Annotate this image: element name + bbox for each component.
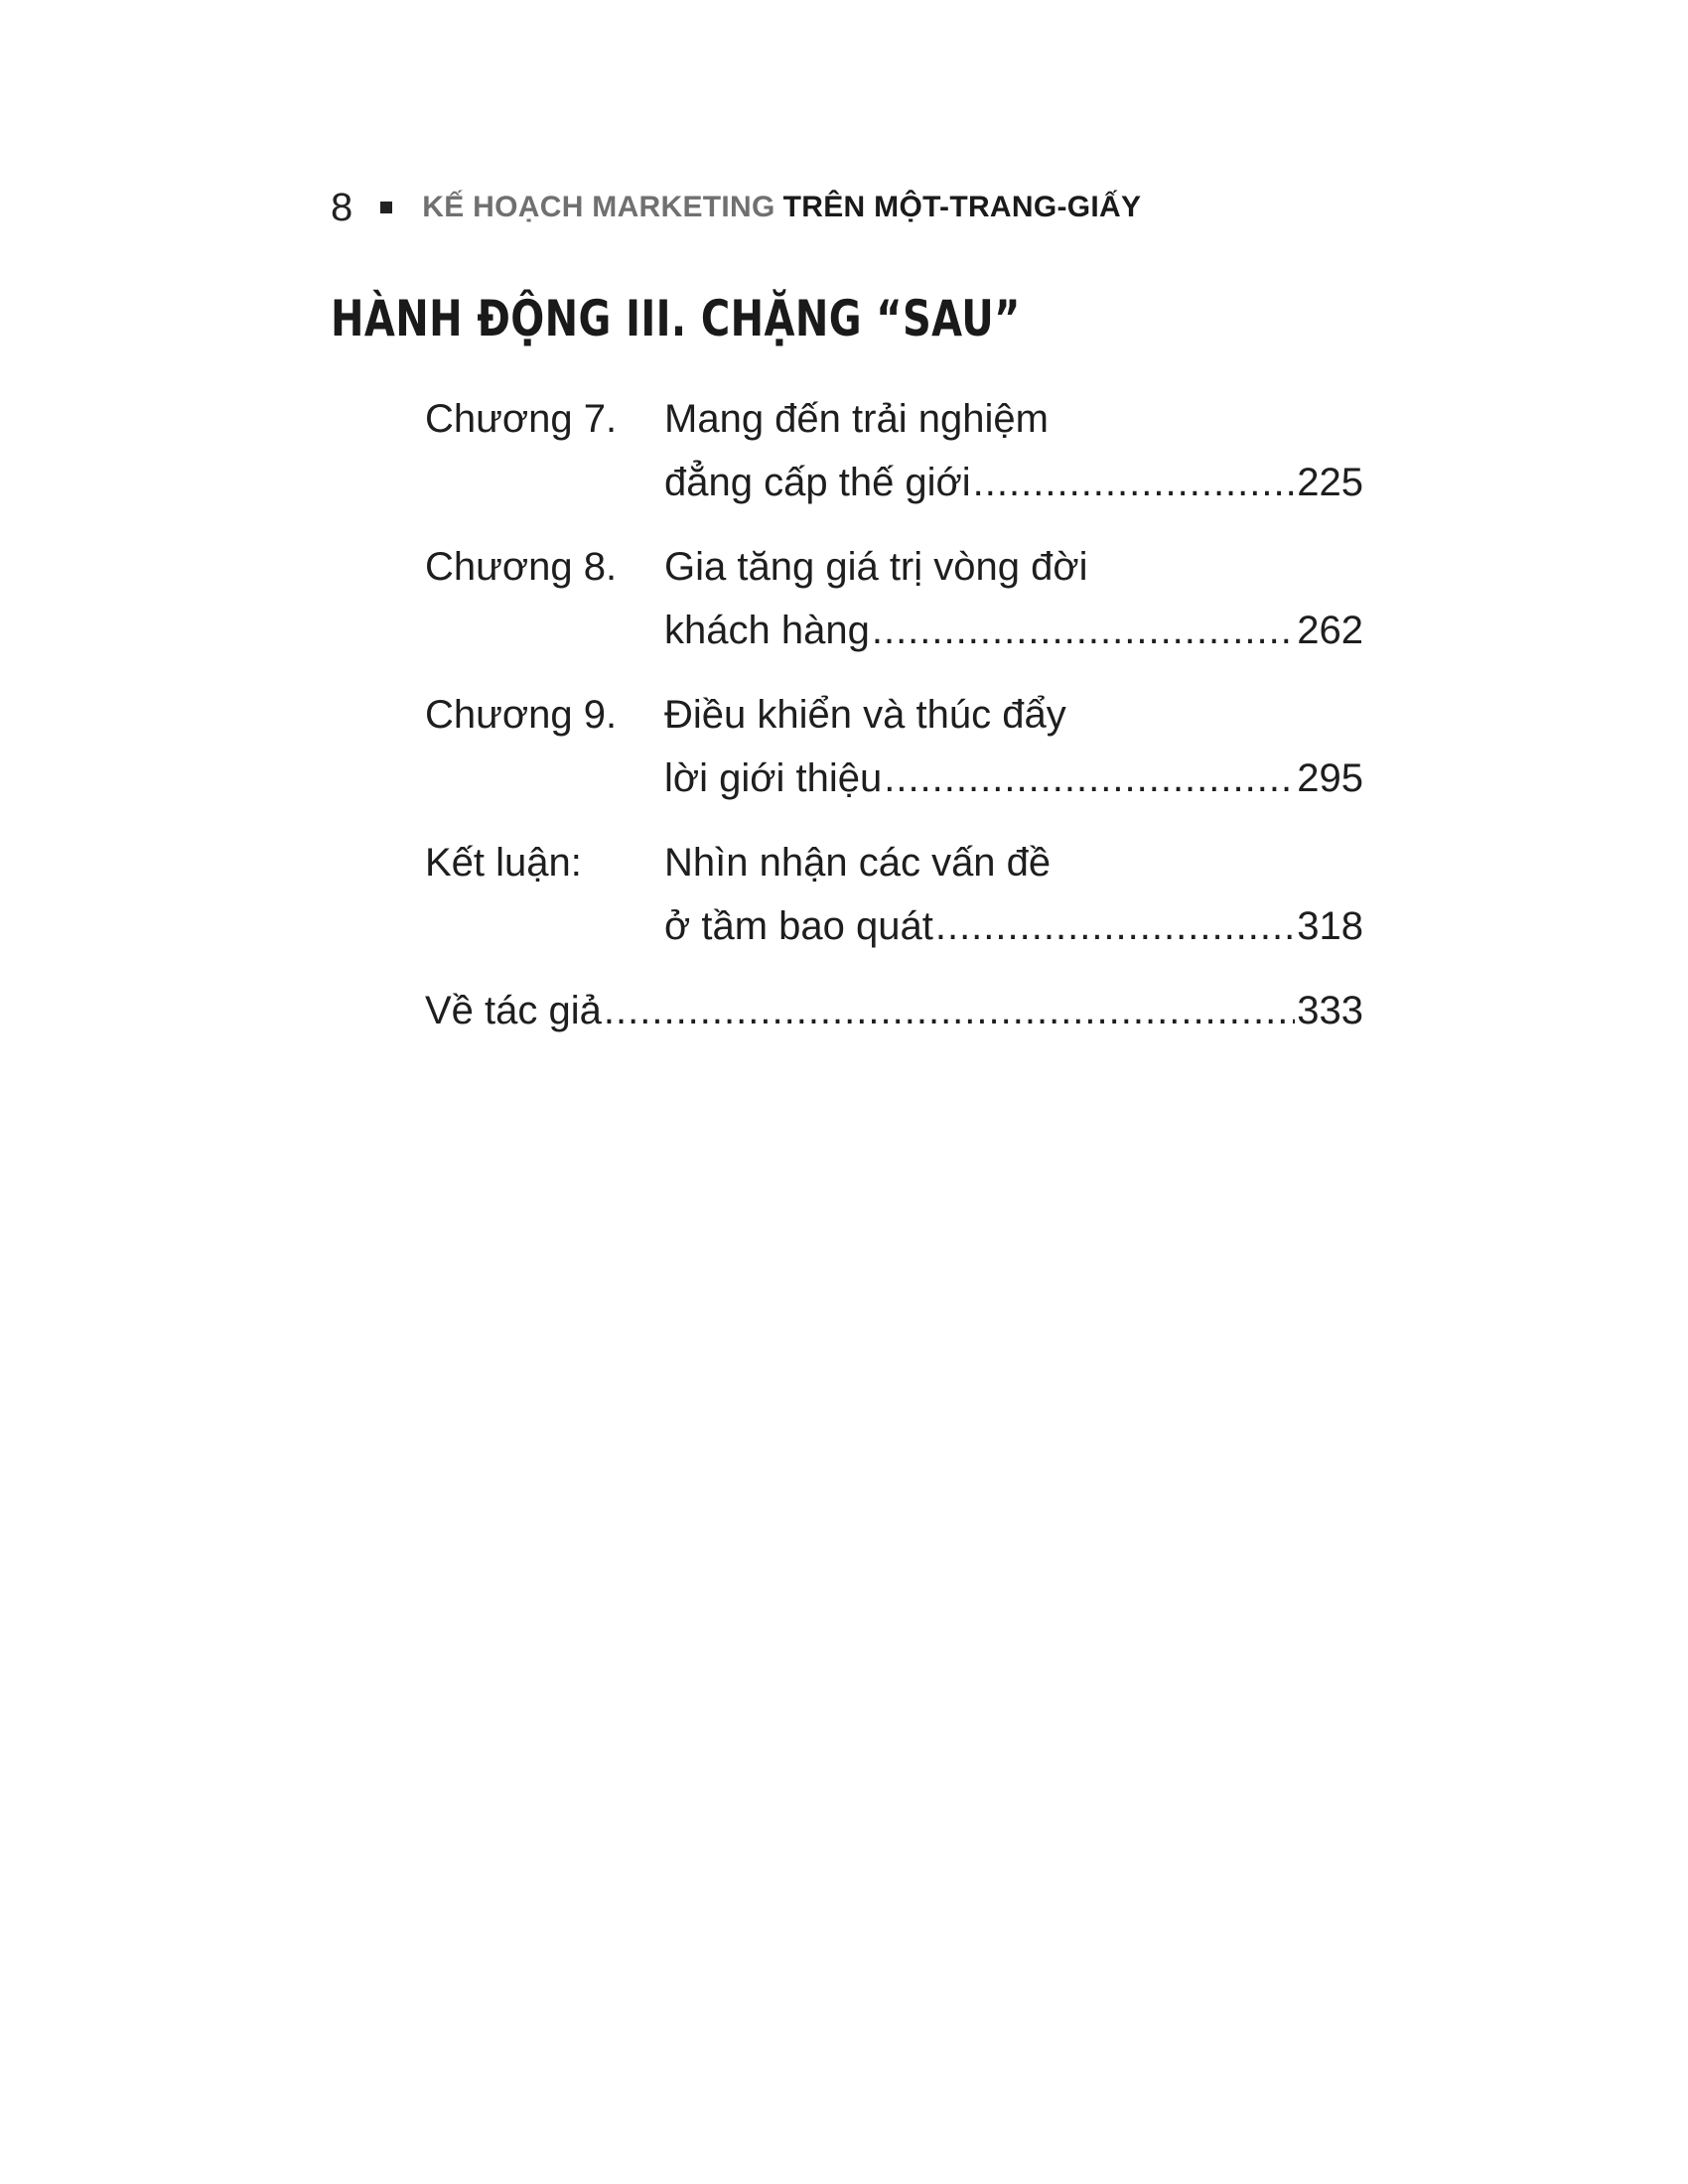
dot-leader [872,599,1295,662]
toc-entry-page-number: 262 [1297,609,1363,652]
toc-entry-title-line1: Mang đến trải nghiệm [664,397,1049,441]
toc-entry-title-line1: Nhìn nhận các vấn đề [664,841,1052,885]
toc-entry-title-line2: khách hàng [664,609,870,652]
table-of-contents [425,387,1363,1063]
toc-entry-chapter-7[interactable] [425,387,1363,514]
toc-entry-title-line2: đẳng cấp thế giới [664,461,971,504]
dot-leader [935,894,1295,958]
running-head [331,183,1141,232]
toc-entry-title-line1: Điều khiển và thúc đẩy [664,693,1066,737]
section-heading: HÀNH ĐỘNG III. CHẶNG “SAU” [331,290,1021,347]
toc-entry-label: Kết luận: [425,841,582,885]
toc-entry-chapter-8[interactable] [425,535,1363,662]
toc-entry-about-author[interactable] [425,979,1363,1042]
book-title-part1: KẾ HOẠCH MARKETING [422,191,775,223]
toc-entry-title-line1: Gia tăng giá trị vòng đời [664,545,1088,589]
toc-entry-chapter-9[interactable] [425,683,1363,810]
toc-entry-page-number: 318 [1297,904,1363,948]
toc-entry-conclusion[interactable] [425,831,1363,958]
dot-leader [973,451,1296,514]
toc-entry-page-number: 333 [1297,989,1363,1032]
dot-leader [604,979,1295,1042]
square-bullet-icon [380,202,392,213]
toc-entry-label: Chương 7. [425,397,618,441]
book-title-part2: TRÊN MỘT-TRANG-GIẤY [782,191,1142,223]
page-number: 8 [331,186,353,229]
toc-entry-title-line2: ở tầm bao quát [664,904,933,948]
toc-entry-label: Chương 8. [425,545,618,589]
toc-entry-title: Về tác giả [425,989,602,1032]
toc-entry-title-line2: lời giới thiệu [664,756,883,800]
toc-entry-page-number: 225 [1297,461,1363,504]
toc-entry-page-number: 295 [1297,756,1363,800]
toc-entry-label: Chương 9. [425,693,618,737]
dot-leader [884,747,1295,810]
